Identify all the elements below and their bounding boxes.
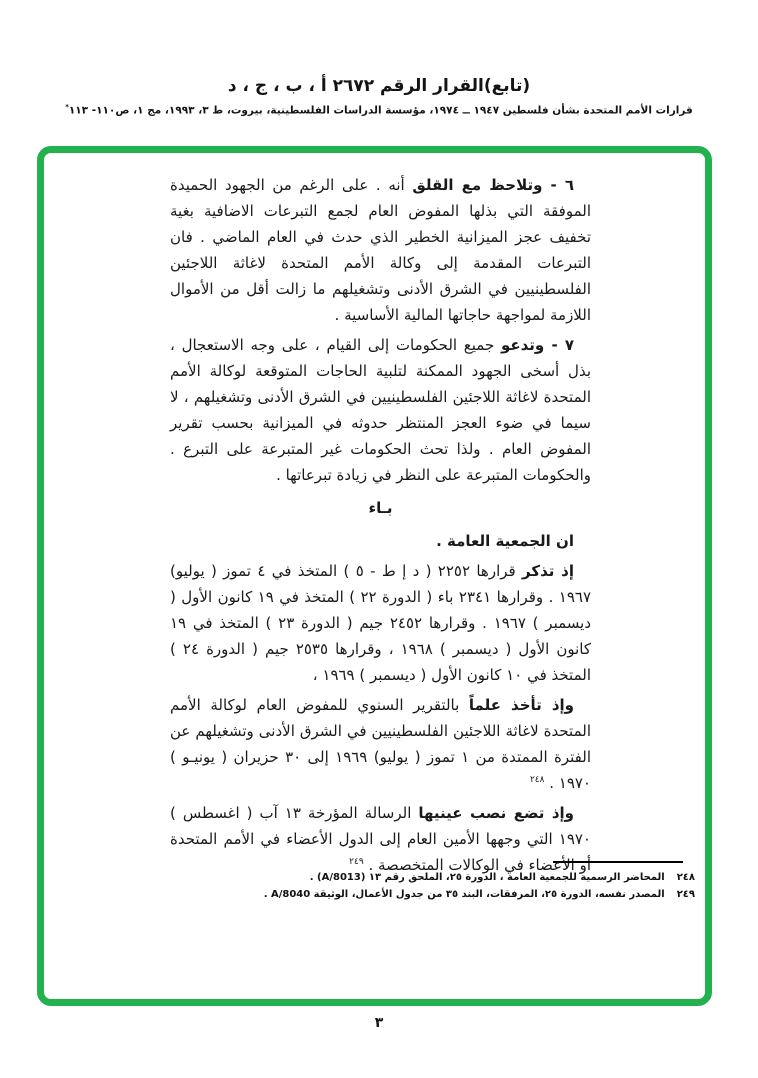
noting-text: بالتقرير السنوي للمفوض العام لوكالة الأمم المتحدة لاغاثة اللاجئين الفلسطينيين في الشرق الأدنى وتشغيلهم عن الفترة الممتدة من ١ تموز ( يوليو) ١٩٦٩ إلى ٣٠ حزيران ( يونيـو ) ١٩٧٠ . [170, 696, 591, 792]
footnote-ref-249: ٢٤٩ [349, 857, 364, 867]
recalling-text: قرارها ٢٢٥٢ ( د إ ط - ٥ ) المتخذ في ٤ تموز ( يوليو) ١٩٦٧ . وقرارها ٢٣٤١ باء ( الدورة ٢٢ ) المتخذ في ١٩ كانون الأول ( ديسمبر ) ١٩٦٧ . وقرارها ٢٤٥٢ جيم ( الدورة ٢٣ ) المتخذ في ١٩ كانون الأول ( ديسمبر ) ١٩٦٨ ، وقرارها ٢٥٣٥ جيم ( الدورة ٢٤ ) المتخذ في ١٠ كانون الأول ( ديسمبر ) ١٩٦٩ ، [170, 562, 592, 684]
noting-lead: وإذ تأخذ علماً [468, 696, 575, 714]
paragraph-6 [170, 172, 591, 328]
source-footnote-mark: * [65, 103, 69, 111]
footnote-249-text: المصدر نفسه، الدورة ٢٥، المرفقات، البند ٣٥ من جدول الأعمال، الوثيقة A/8040 . [263, 889, 665, 900]
paragraph-7 [170, 332, 591, 488]
paragraph-7-lead: وتدعو [500, 336, 545, 354]
recalling-lead: إذ تذكر [522, 562, 575, 580]
footnote-249 [263, 886, 695, 903]
footnote-249-number: ٢٤٩ [676, 889, 695, 900]
footnote-248-text: المحاضر الرسمية للجمعية العامة ، الدورة ٢٥، الملحق رقم ١٣ (A/8013) . [309, 872, 665, 883]
bearing-text: الرسالة المؤرخة ١٣ آب ( اغسطس ) ١٩٧٠ التي وجهها الأمين العام إلى الدول الأعضاء في الأمم المتحدة أو الأعضاء في الوكالات المتخصصة . [170, 804, 591, 874]
footnote-248 [309, 869, 695, 886]
paragraph-7-text: جميع الحكومات إلى القيام ، على وجه الاستعجال ، بذل أسخى الجهود الممكنة لتلبية الحاجات المتوقعة لوكالة الأمم المتحدة لاغاثة اللاجئين الفلسطينيين في الشرق الأدنى وتشغيلهم ، لا سيما في ضوء العجز المنتظر حدوثه في الميزانية بحسب تقرير المفوض العام . ولذا تحث الحكومات غير المتبرعة على التبرع . والحكومات المتبرعة على النظر في زيادة تبرعاتها . [170, 336, 591, 484]
general-assembly-line: ان الجمعية العامة . [436, 532, 574, 550]
bearing-lead: وإذ تضع نصب عينيها [418, 804, 574, 822]
paragraph-6-number-and-lead [412, 176, 574, 194]
section-b-heading: بـاء [368, 499, 393, 517]
resolution-body [170, 172, 591, 882]
source-citation [0, 103, 758, 117]
footnotes-block [263, 869, 695, 903]
page-header [0, 76, 758, 117]
noting-paragraph [170, 692, 591, 796]
paragraph-6-text: أنه . على الرغم من الجهود الحميدة الموفقة التي بذلها المفوض العام لجمع التبرعات الاضافية بغية تخفيف عجز الميزانية الخطير الذي حدث في العام الماضي . فان التبرعات المقدمة إلى وكالة الأمم المتحدة لاغاثة اللاجئين الفلسطينيين في الشرق الأدنى وتشغيلهم ما زالت أقل من الأموال اللازمة لمواجهة حاجاتها المالية الأساسية . [170, 176, 591, 324]
recalling-paragraph [170, 558, 591, 688]
resolution-title: (تابع)القرار الرقم ٢٦٧٢ أ ، ب ، ج ، د [227, 76, 531, 96]
paragraph-6-number: ٦ - [542, 176, 575, 194]
footnote-ref-248: ٢٤٨ [529, 775, 545, 785]
footnote-248-number: ٢٤٨ [676, 872, 695, 883]
page-number: ٣ [374, 1015, 384, 1031]
source-citation-text: قرارات الأمم المتحدة بشأن فلسطين ١٩٤٧ ــ ١٩٧٤، مؤسسة الدراسات الفلسطينية، بيروت، ط ٣، ١٩٩٣، مج ١، ص١١٠- ١١٣ [68, 104, 693, 117]
footnote-separator-rule [553, 861, 683, 863]
paragraph-6-lead: وتلاحظ مع القلق [412, 176, 543, 194]
paragraph-7-number: ٧ - [544, 336, 575, 354]
paragraph-7-number-and-lead [501, 336, 574, 354]
bearing-paragraph [170, 800, 591, 878]
